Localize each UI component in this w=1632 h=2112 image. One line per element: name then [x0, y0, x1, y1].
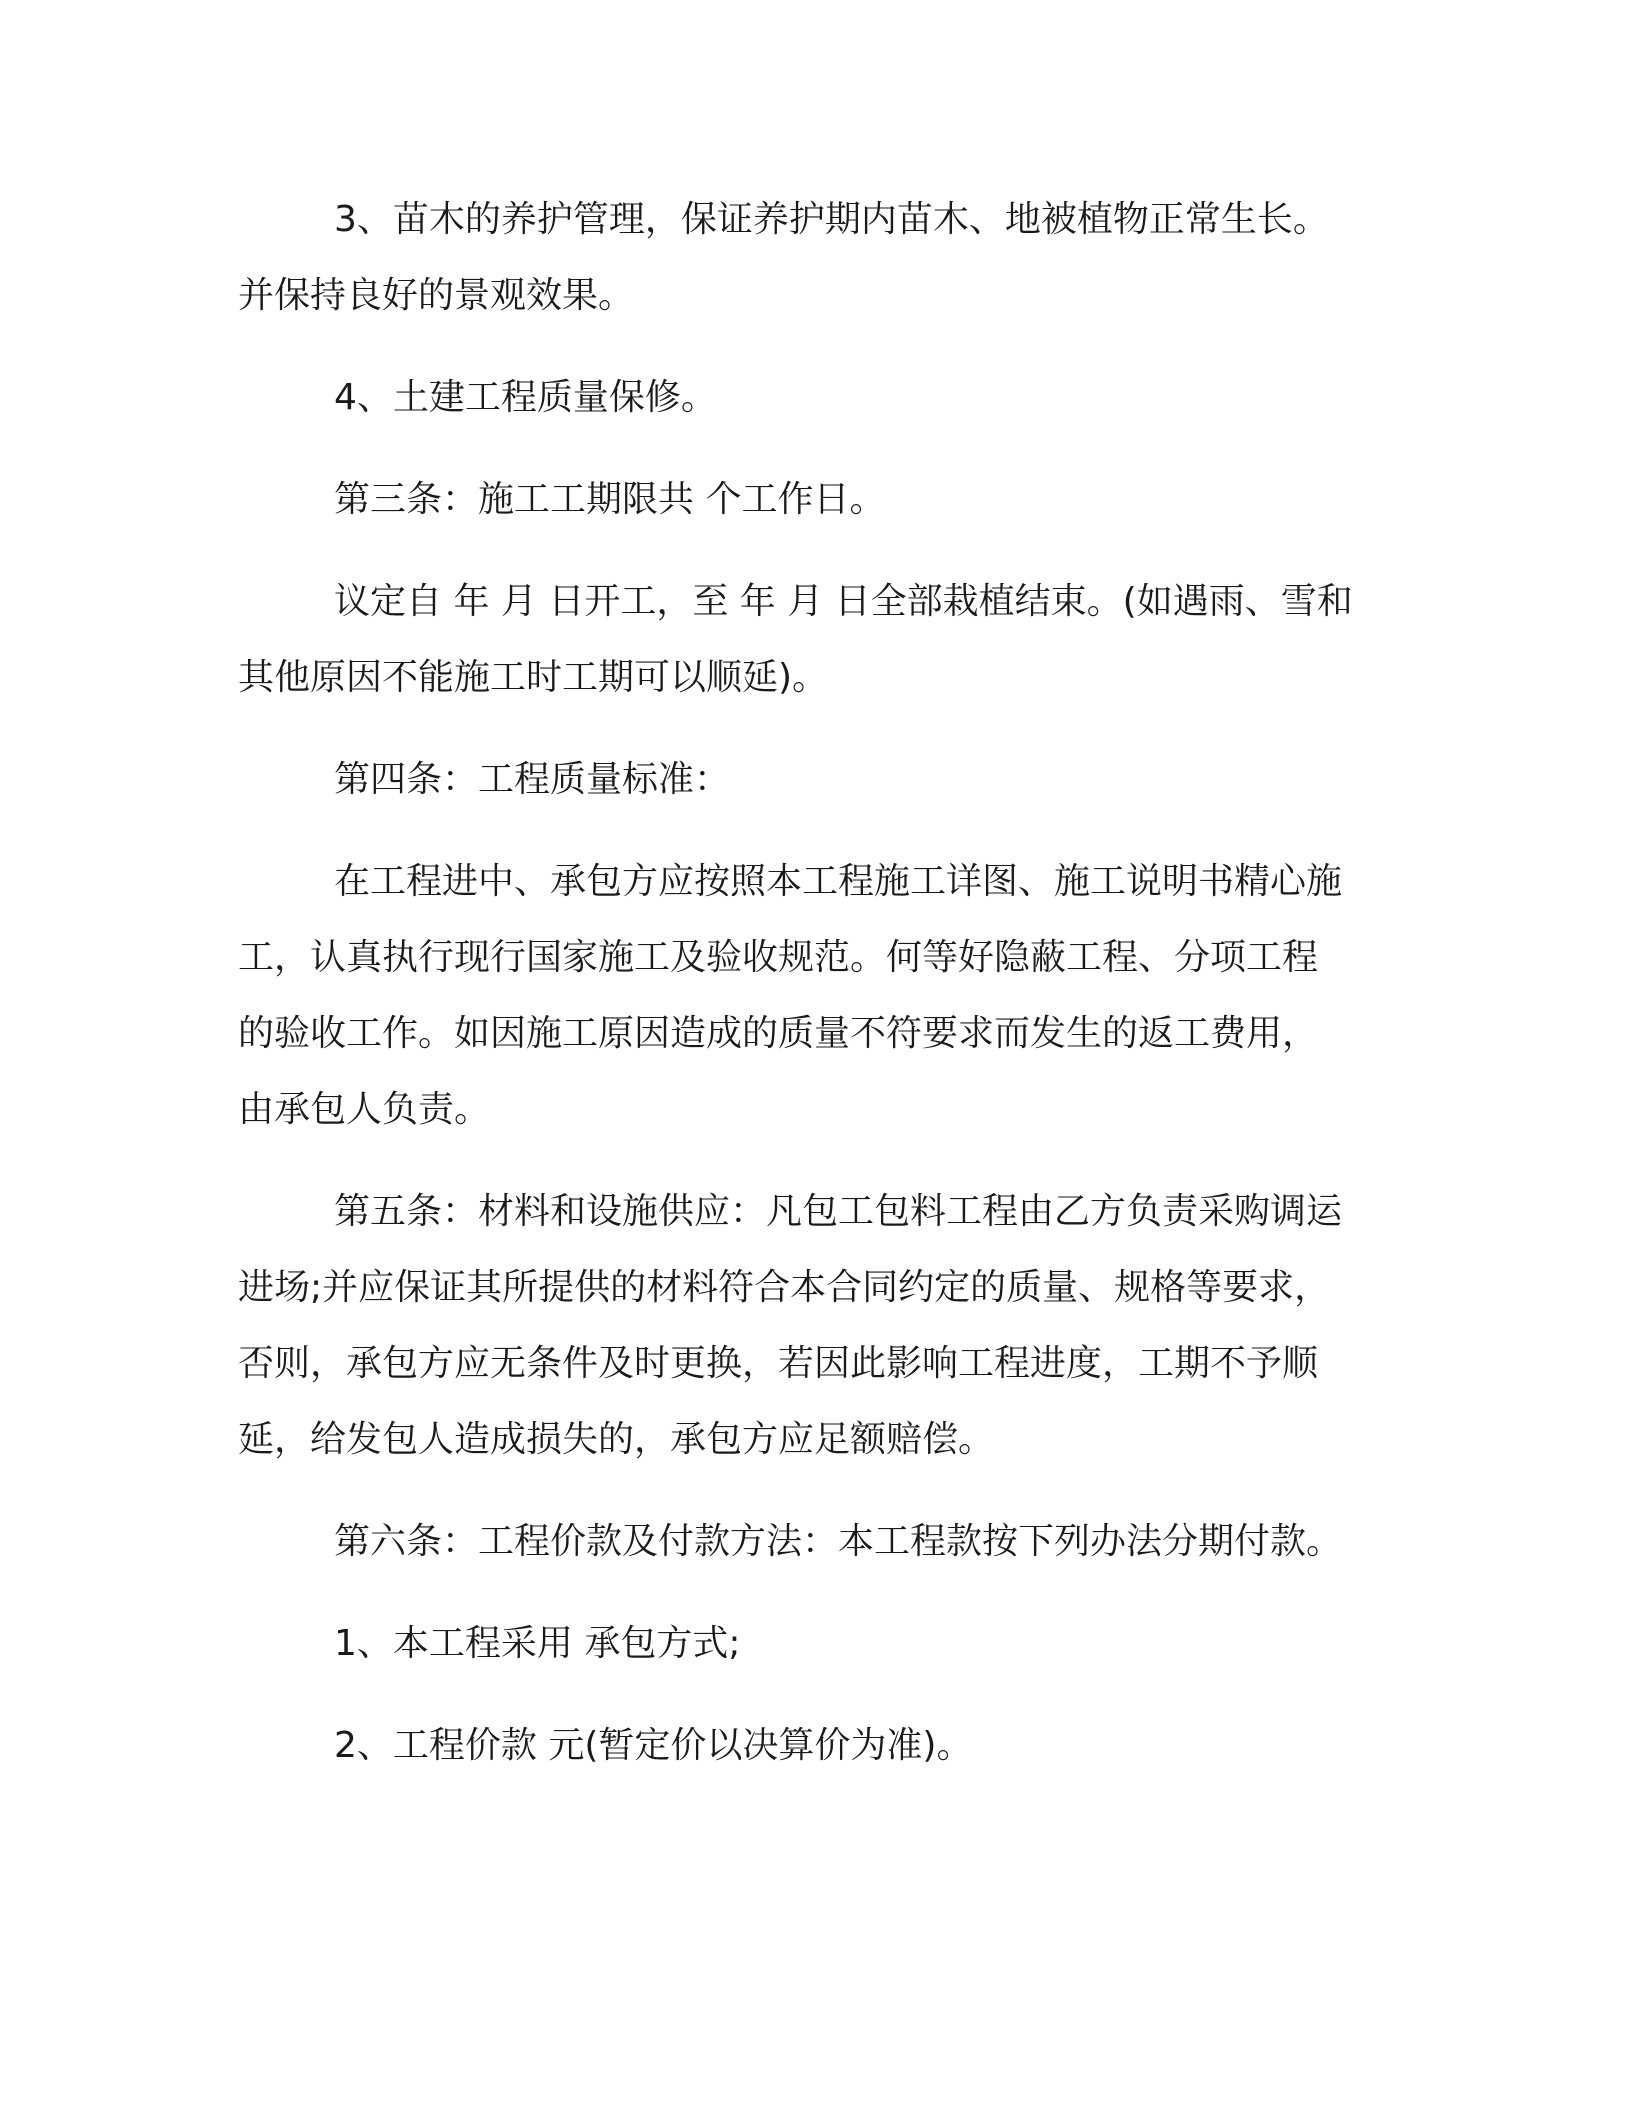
payment-item-2: 2、工程价款 元(暂定价以决算价为准)。	[334, 1725, 973, 1766]
paragraph-1-line-2: 并保持良好的景观效果。	[238, 275, 635, 316]
article-3-heading: 第三条：施工工期限共 个工作日。	[334, 479, 886, 520]
paragraph-2-line-1: 4、土建工程质量保修。	[334, 377, 717, 418]
paragraph-4-line-2: 其他原因不能施工时工期可以顺延)。	[238, 657, 829, 698]
article-6-heading: 第六条：工程价款及付款方法：本工程款按下列办法分期付款。	[334, 1521, 1343, 1562]
paragraph-6-line-2: 工，认真执行现行国家施工及验收规范。何等好隐蔽工程、分项工程	[238, 937, 1319, 978]
article-5-line-1: 第五条：材料和设施供应：凡包工包料工程由乙方负责采购调运	[334, 1191, 1343, 1232]
article-4-heading: 第四条：工程质量标准：	[334, 759, 731, 800]
paragraph-4-line-1: 议定自 年 月 日开工，至 年 月 日全部栽植结束。(如遇雨、雪和	[334, 581, 1353, 622]
payment-item-1: 1、本工程采用 承包方式;	[334, 1623, 741, 1664]
article-5-line-2: 进场;并应保证其所提供的材料符合本合同约定的质量、规格等要求，	[238, 1267, 1331, 1308]
paragraph-1-line-1: 3、苗木的养护管理，保证养护期内苗木、地被植物正常生长。	[334, 199, 1329, 240]
paragraph-6-line-3: 的验收工作。如因施工原因造成的质量不符要求而发生的返工费用，	[238, 1013, 1319, 1054]
paragraph-6-line-4: 由承包人负责。	[238, 1089, 491, 1130]
article-5-line-4: 延，给发包人造成损失的，承包方应足额赔偿。	[238, 1419, 995, 1460]
paragraph-6-line-1: 在工程进中、承包方应按照本工程施工详图、施工说明书精心施	[334, 861, 1343, 902]
article-5-line-3: 否则，承包方应无条件及时更换，若因此影响工程进度，工期不予顺	[238, 1343, 1319, 1384]
